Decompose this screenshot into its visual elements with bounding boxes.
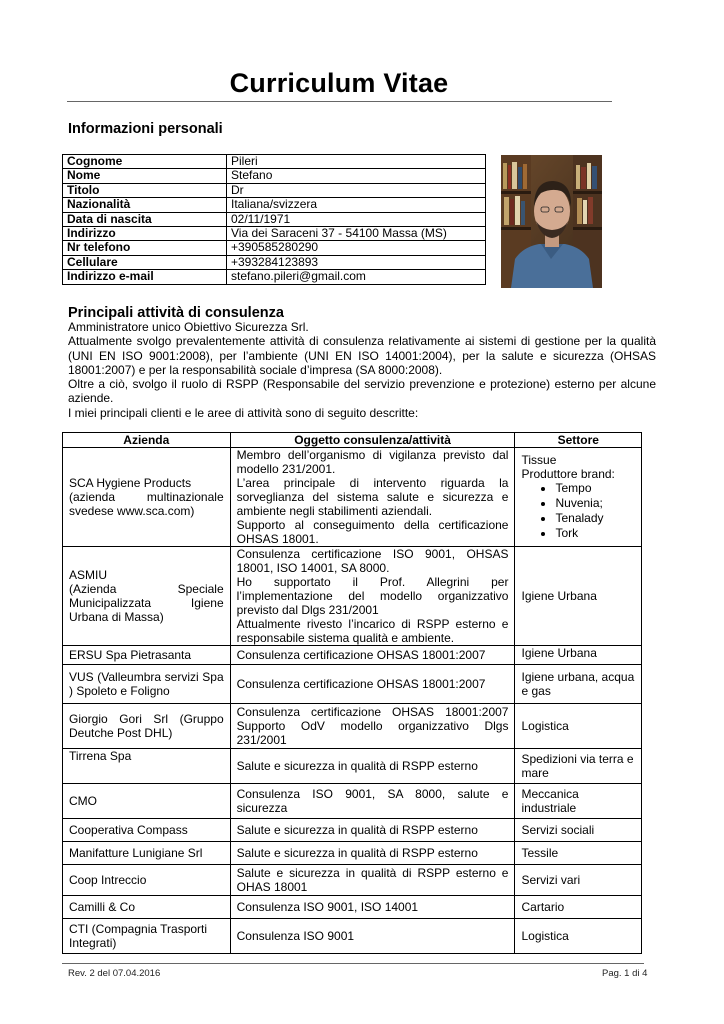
company-cell: Camilli & Co [63, 896, 231, 919]
activity-cell: Consulenza ISO 9001 [230, 919, 515, 954]
profile-photo [501, 155, 602, 288]
company-cell: CMO [63, 784, 231, 819]
table-row [63, 896, 642, 919]
clients-table [62, 432, 642, 954]
activity-cell [230, 547, 515, 646]
table-row [63, 919, 642, 954]
activity-cell: Consulenza ISO 9001, SA 8000, salute e sicurezza [230, 784, 515, 819]
activity-cell: Salute e sicurezza in qualità di RSPP esterno [230, 819, 515, 842]
activity-cell: Salute e sicurezza in qualità di RSPP esterno e OHAS 18001 [230, 865, 515, 896]
portrait-image [501, 155, 602, 288]
personal-value: +393284123893 [227, 255, 486, 269]
activity-cell: Consulenza certificazione OHSAS 18001:2007 [230, 646, 515, 665]
table-row [63, 749, 642, 784]
sector-cell [515, 448, 642, 547]
consulting-paragraph-2: Attualmente svolgo prevalentemente attività di consulenza relativamente ai sistemi di gestione per la qualità (UNI EN ISO 9001:2008), per l’ambiente (UNI EN ISO 14001:2004), per la salute e sicurezza (OHSAS 18001:2007) e per la responsabilità sociale d’impresa (SA 8000:2008). [68, 334, 656, 377]
company-line: SCA Hygiene Products [69, 476, 192, 490]
consulting-heading: Principali attività di consulenza [68, 305, 284, 321]
personal-label: Indirizzo e-mail [63, 270, 227, 284]
personal-value: Italiana/svizzera [227, 198, 486, 212]
personal-value: Stefano [227, 169, 486, 183]
activity-line: Attualmente rivesto l’incarico di RSPP esterno e responsabile sistema qualità e ambiente. [236, 617, 509, 645]
personal-label: Data di nascita [63, 212, 227, 226]
consulting-paragraph-3: Oltre a ciò, svolgo il ruolo di RSPP (Responsabile del servizio prevenzione e protezione) esterno per alcune aziende. [68, 377, 656, 406]
table-row [63, 842, 642, 865]
personal-label: Titolo [63, 183, 227, 197]
table-row [63, 183, 486, 197]
table-row [63, 198, 486, 212]
table-row [63, 169, 486, 183]
personal-value: stefano.pileri@gmail.com [227, 270, 486, 284]
company-cell: VUS (Valleumbra servizi Spa ) Spoleto e Foligno [63, 665, 231, 704]
company-cell: Cooperativa Compass [63, 819, 231, 842]
sector-cell: Logistica [515, 704, 642, 749]
activity-cell: Salute e sicurezza in qualità di RSPP esterno [230, 749, 515, 784]
activity-line: Ho supportato il Prof. Allegrini per l’implementazione del modello organizzativo previsto dal Dlgs 231/2001 [236, 575, 509, 617]
consulting-paragraph-1: Amministratore unico Obiettivo Sicurezza Srl. [68, 320, 309, 334]
personal-value: Pileri [227, 155, 486, 169]
personal-value: +390585280290 [227, 241, 486, 255]
title-divider [67, 101, 612, 102]
table-row [63, 646, 642, 665]
personal-info-heading: Informazioni personali [68, 121, 223, 137]
sector-cell: Spedizioni via terra e mare [515, 749, 642, 784]
document-title: Curriculum Vitae [229, 68, 449, 98]
table-row [63, 227, 486, 241]
company-cell: Giorgio Gori Srl (Gruppo Deutche Post DHL) [63, 704, 231, 749]
sector-cell: Igiene Urbana [515, 547, 642, 646]
consulting-description [68, 320, 656, 420]
sector-cell: Igiene Urbana [515, 646, 642, 665]
activity-cell: Consulenza ISO 9001, ISO 14001 [230, 896, 515, 919]
table-row-asmiu [63, 547, 642, 646]
footer-divider [62, 963, 644, 964]
footer-page-number: Pag. 1 di 4 [602, 968, 648, 979]
sector-cell: Cartario [515, 896, 642, 919]
company-line: (azienda multinazionale [69, 490, 224, 504]
company-line: ASMIU [69, 568, 108, 582]
activity-line: Membro dell’organismo di vigilanza previsto dal modello 231/2001. [236, 448, 509, 476]
table-row-sca [63, 448, 642, 547]
sector-cell: Servizi sociali [515, 819, 642, 842]
personal-label: Cellulare [63, 255, 227, 269]
table-header-row [63, 433, 642, 448]
personal-value: 02/11/1971 [227, 212, 486, 226]
table-row [63, 704, 642, 749]
table-row [63, 819, 642, 842]
brand-item: • Tempo [555, 481, 635, 496]
header-oggetto: Oggetto consulenza/attività [230, 433, 515, 448]
activity-line: Supporto al conseguimento della certificazione OHSAS 18001. [236, 518, 509, 546]
table-row [63, 784, 642, 819]
activity-cell: Salute e sicurezza in qualità di RSPP esterno [230, 842, 515, 865]
activity-cell: Consulenza certificazione OHSAS 18001:2007 Supporto OdV modello organizzativo Dlgs 231/2001 [230, 704, 515, 749]
table-row [63, 270, 486, 284]
table-row [63, 212, 486, 226]
personal-label: Nazionalità [63, 198, 227, 212]
header-settore: Settore [515, 433, 642, 448]
brand-item: • Nuvenia; [555, 496, 635, 511]
personal-value: Via dei Saraceni 37 - 54100 Massa (MS) [227, 227, 486, 241]
company-cell: CTI (Compagnia Trasporti Integrati) [63, 919, 231, 954]
company-line: Urbana di Massa) [69, 610, 164, 624]
company-cell [63, 547, 231, 646]
brand-list [521, 481, 635, 541]
personal-label: Indirizzo [63, 227, 227, 241]
company-cell: ERSU Spa Pietrasanta [63, 646, 231, 665]
sector-title: Tissue [521, 453, 557, 467]
activity-line: Consulenza certificazione ISO 9001, OHSAS 18001, ISO 14001, SA 8000. [236, 547, 509, 575]
brand-item: • Tork [555, 526, 635, 541]
consulting-paragraph-4: I miei principali clienti e le aree di attività sono di seguito descritte: [68, 405, 419, 420]
sector-cell: Logistica [515, 919, 642, 954]
table-row [63, 665, 642, 704]
personal-label: Cognome [63, 155, 227, 169]
table-row [63, 155, 486, 169]
company-line: svedese www.sca.com) [69, 504, 195, 518]
company-cell: Manifatture Lunigiane Srl [63, 842, 231, 865]
activity-cell [230, 448, 515, 547]
company-line: Municipalizzata Igiene [69, 596, 224, 610]
activity-cell: Consulenza certificazione OHSAS 18001:2007 [230, 665, 515, 704]
company-cell: Tirrena Spa [63, 749, 231, 784]
company-line: (Azienda Speciale [69, 582, 224, 596]
table-row [63, 241, 486, 255]
company-cell: Coop Intreccio [63, 865, 231, 896]
personal-info-table [62, 154, 486, 285]
sector-cell: Meccanica industriale [515, 784, 642, 819]
personal-value: Dr [227, 183, 486, 197]
sector-cell: Servizi vari [515, 865, 642, 896]
footer-revision: Rev. 2 del 07.04.2016 [68, 968, 161, 979]
personal-label: Nome [63, 169, 227, 183]
brand-item: • Tenalady [555, 511, 635, 526]
sector-cell: Tessile [515, 842, 642, 865]
header-azienda: Azienda [63, 433, 231, 448]
table-row [63, 865, 642, 896]
activity-line: L’area principale di intervento riguarda la sorveglianza del sistema salute e sicurezza e ambiente negli stabilimenti aziendali. [236, 476, 509, 518]
personal-label: Nr telefono [63, 241, 227, 255]
sector-cell: Igiene urbana, acqua e gas [515, 665, 642, 704]
table-row [63, 255, 486, 269]
company-cell [63, 448, 231, 547]
sector-subtitle: Produttore brand: [521, 467, 615, 481]
